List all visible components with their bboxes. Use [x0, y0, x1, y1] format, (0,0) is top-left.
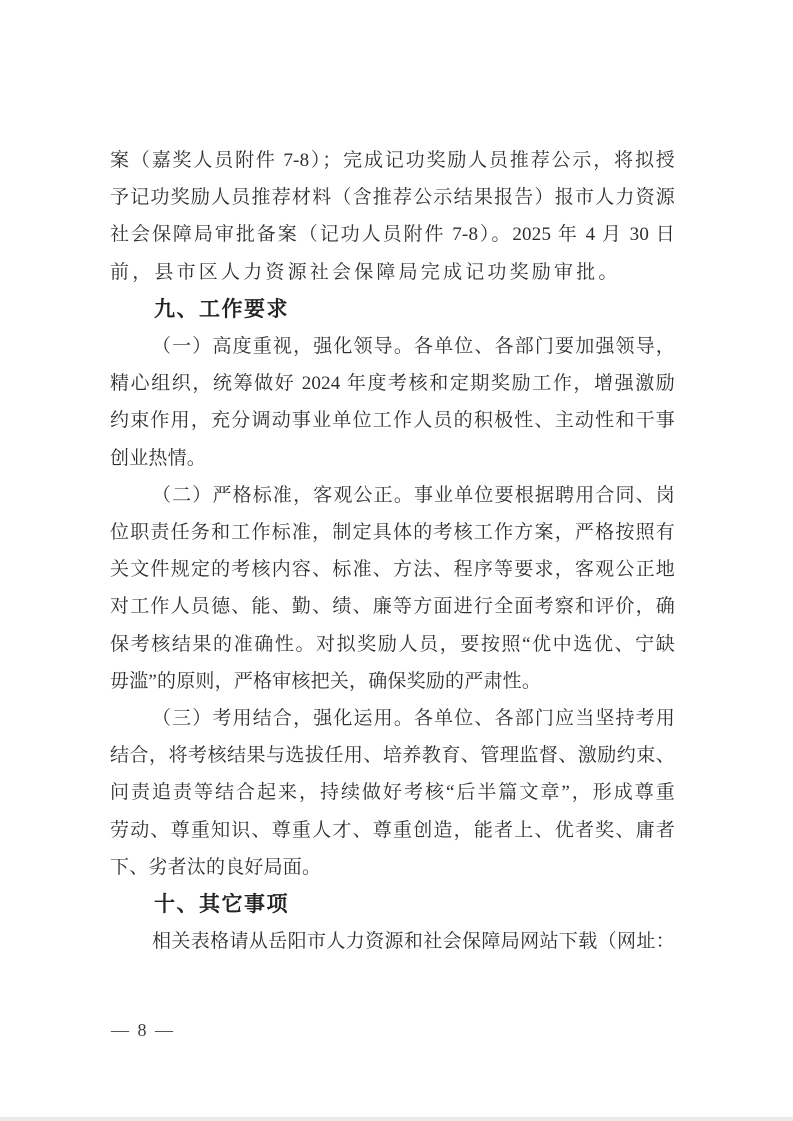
paragraph-line: 位职责任务和工作标准，制定具体的考核工作方案，严格按照有	[110, 522, 675, 544]
paragraph-line: 予记功奖励人员推荐材料（含推荐公示结果报告）报市人力资源	[110, 187, 675, 209]
section-heading-nine: 九、工作要求	[154, 297, 289, 321]
paragraph-line: 问责追责等结合起来，持续做好考核“后半篇文章”，形成尊重	[110, 782, 675, 804]
scan-bottom-edge	[0, 1117, 793, 1121]
paragraph-line: 案（嘉奖人员附件 7-8）；完成记功奖励人员推荐公示，将拟授	[110, 150, 675, 171]
paragraph-line: 创业热情。	[110, 447, 207, 469]
paragraph-line: 毋滥”的原则，严格审核把关，确保奖励的严肃性。	[110, 670, 542, 692]
paragraph-line: 精心组织，统筹做好 2024 年度考核和定期奖励工作，增强激励	[110, 373, 675, 395]
document-body	[110, 142, 675, 960]
paragraph-line: 劳动、尊重知识、尊重人才、尊重创造，能者上、优者奖、庸者	[110, 819, 675, 841]
paragraph-line: 结合，将考核结果与选拔任用、培养教育、管理监督、激励约束、	[110, 745, 675, 767]
paragraph-line: 社会保障局审批备案（记功人员附件 7-8）。2025 年 4 月 30 日	[110, 224, 675, 246]
paragraph-line: 前，县市区人力资源社会保障局完成记功奖励审批。	[110, 261, 621, 283]
paragraph-line: 关文件规定的考核内容、标准、方法、程序等要求，客观公正地	[110, 559, 675, 581]
paragraph-line: 约束作用，充分调动事业单位工作人员的积极性、主动性和干事	[110, 410, 675, 432]
paragraph-line: （二）严格标准，客观公正。事业单位要根据聘用合同、岗	[152, 484, 675, 506]
paragraph-line: 对工作人员德、能、勤、绩、廉等方面进行全面考察和评价，确	[110, 596, 675, 618]
section-heading-ten: 十、其它事项	[154, 893, 289, 917]
paragraph-line: 下、劣者汰的良好局面。	[110, 856, 322, 878]
paragraph-line: 相关表格请从岳阳市人力资源和社会保障局网站下载（网址：	[152, 931, 675, 953]
paragraph-line: 保考核结果的准确性。对拟奖励人员，要按照“优中选优、宁缺	[110, 633, 675, 655]
paragraph-line: （一）高度重视，强化领导。各单位、各部门要加强领导，	[152, 336, 675, 358]
page-number: — 8 —	[111, 1020, 175, 1040]
paragraph-line: （三）考用结合，强化运用。各单位、各部门应当坚持考用	[152, 708, 675, 730]
